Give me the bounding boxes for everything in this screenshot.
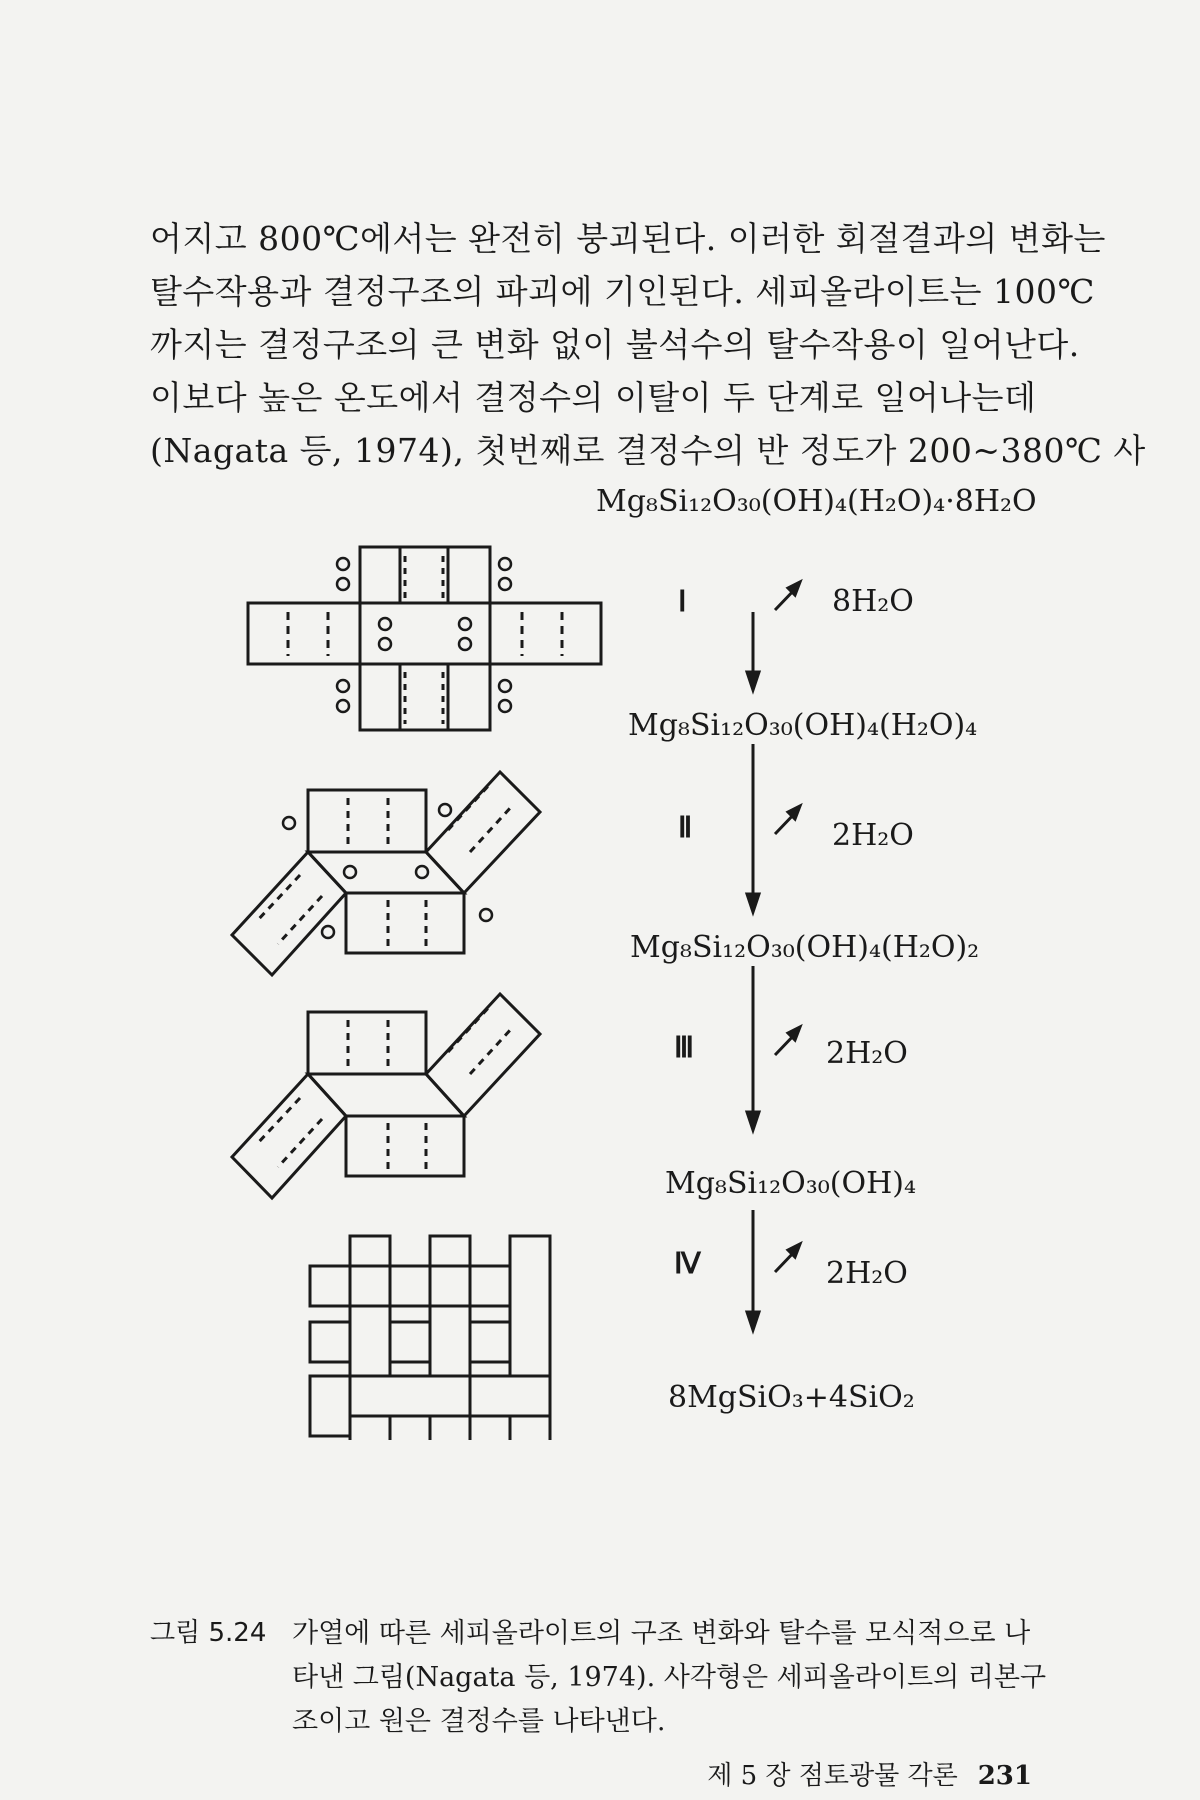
- chapter-title: 제 5 장 점토광물 각론: [707, 1761, 958, 1791]
- page-footer: [707, 1755, 1032, 1792]
- formula-stage-1: Mg₈Si₁₂O₃₀(OH)₄(H₂O)₄: [628, 708, 978, 743]
- formula-stage-0: Mg₈Si₁₂O₃₀(OH)₄(H₂O)₄·8H₂O: [596, 484, 1037, 519]
- body-line: 이보다 높은 온도에서 결정수의 이탈이 두 단계로 일어나는데: [150, 378, 1037, 417]
- ribbon-rect: [346, 893, 464, 953]
- formula-stage-2: Mg₈Si₁₂O₃₀(OH)₄(H₂O)₂: [630, 930, 980, 965]
- body-line: 어지고 800℃에서는 완전히 붕괴된다. 이러한 회절결과의 변화는: [150, 219, 1106, 258]
- ribbon-rect: [232, 1074, 346, 1198]
- down-arrow: [747, 966, 759, 1130]
- release-arrow: [775, 1027, 800, 1055]
- step-numeral: Ⅰ: [678, 586, 687, 618]
- step-numeral: Ⅱ: [678, 812, 693, 844]
- step-numeral: Ⅲ: [674, 1032, 694, 1064]
- release-arrow: [775, 1244, 800, 1272]
- formula-stage-3: Mg₈Si₁₂O₃₀(OH)₄: [665, 1166, 916, 1201]
- down-arrow: [747, 1210, 759, 1330]
- ribbon-rect: [308, 790, 426, 852]
- body-line: (Nagata 등, 1974), 첫번째로 결정수의 반 정도가 200~380℃ 사: [150, 431, 1146, 470]
- body-line: 까지는 결정구조의 큰 변화 없이 불석수의 탈수작용이 일어난다.: [150, 325, 1080, 364]
- ribbon-rect: [232, 852, 346, 975]
- structure-stage-3: [232, 994, 540, 1198]
- page-number: 231: [977, 1761, 1032, 1791]
- structure-stage-1: [248, 547, 601, 730]
- caption-line: 타낸 그림(Nagata 등, 1974). 사각형은 세피올라이트의 리본구: [292, 1662, 1047, 1693]
- released-water: 8H₂O: [832, 584, 914, 619]
- released-water: 2H₂O: [832, 818, 914, 853]
- caption-line: 조이고 원은 결정수를 나타낸다.: [292, 1706, 666, 1737]
- formula-stage-4: 8MgSiO₃+4SiO₂: [668, 1380, 915, 1415]
- figure-label: 그림 5.24: [150, 1618, 267, 1648]
- figure-caption: [292, 1612, 1047, 1744]
- ribbon-rect: [346, 1116, 464, 1176]
- ribbon-rect: [248, 603, 601, 664]
- release-arrow: [775, 806, 800, 834]
- down-arrow: [747, 612, 759, 690]
- released-water: 2H₂O: [826, 1256, 908, 1291]
- ribbon-rect: [308, 1012, 426, 1074]
- ribbon-rect: [510, 1236, 550, 1376]
- sepiolite-structure-figure: [0, 440, 1200, 1440]
- water-circles: [337, 558, 511, 712]
- structure-stage-2: [232, 772, 540, 975]
- body-line: 탈수작용과 결정구조의 파괴에 기인된다. 세피올라이트는 100℃: [150, 272, 1095, 311]
- structure-stage-4: [310, 1236, 550, 1440]
- release-arrow: [775, 582, 800, 610]
- released-water: 2H₂O: [826, 1036, 908, 1071]
- step-numeral: Ⅳ: [674, 1248, 701, 1280]
- caption-line: 가열에 따른 세피올라이트의 구조 변화와 탈수를 모식적으로 나: [292, 1618, 1031, 1649]
- ribbon-rect: [310, 1266, 510, 1306]
- body-text: [150, 212, 1146, 477]
- ribbon-rect: [360, 547, 490, 730]
- down-arrow: [747, 744, 759, 912]
